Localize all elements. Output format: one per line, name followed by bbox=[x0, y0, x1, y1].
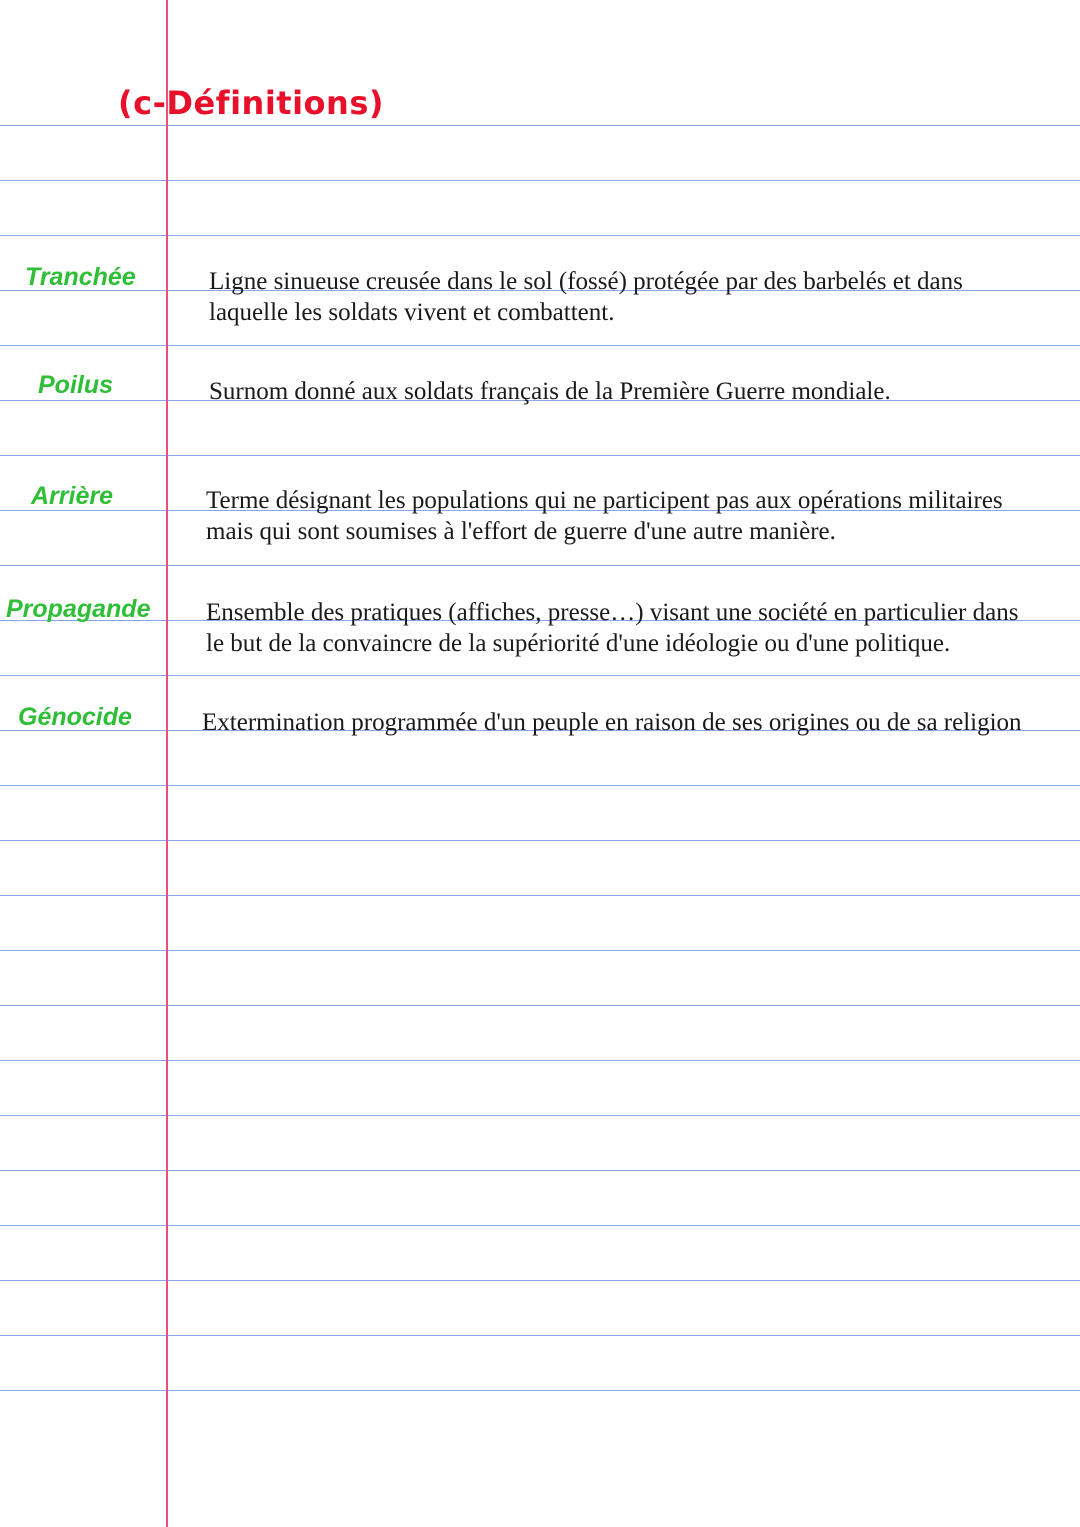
ruled-line bbox=[0, 1005, 1080, 1006]
definition-line: Ligne sinueuse creusée dans le sol (fossé) protégée par des barbelés et dans bbox=[209, 268, 963, 295]
ruled-line bbox=[0, 785, 1080, 786]
term-genocide: Génocide bbox=[18, 703, 132, 731]
ruled-line bbox=[0, 675, 1080, 676]
term-arriere: Arrière bbox=[31, 482, 113, 510]
definition-line: mais qui sont soumises à l'effort de guerre d'une autre manière. bbox=[206, 518, 836, 545]
ruled-line bbox=[0, 1170, 1080, 1171]
definition-tranchee bbox=[209, 266, 963, 328]
margin-line bbox=[166, 0, 168, 1527]
page-title: (c-Définitions) bbox=[118, 84, 384, 122]
definition-line: Extermination programmée d'un peuple en raison de ses origines ou de sa religion bbox=[202, 709, 1022, 736]
ruled-line bbox=[0, 345, 1080, 346]
ruled-line bbox=[0, 1280, 1080, 1281]
ruled-line bbox=[0, 1390, 1080, 1391]
ruled-line bbox=[0, 180, 1080, 181]
ruled-line bbox=[0, 840, 1080, 841]
definition-line: le but de la convaincre de la supériorité d'une idéologie ou d'une politique. bbox=[206, 630, 951, 657]
definition-line: Surnom donné aux soldats français de la Première Guerre mondiale. bbox=[209, 378, 891, 405]
definition-poilus bbox=[209, 376, 891, 407]
definition-genocide bbox=[202, 707, 1022, 738]
term-propagande: Propagande bbox=[6, 595, 151, 623]
ruled-line bbox=[0, 1060, 1080, 1061]
term-poilus: Poilus bbox=[38, 371, 114, 399]
ruled-line bbox=[0, 565, 1080, 566]
definition-line: Terme désignant les populations qui ne participent pas aux opérations militaires bbox=[206, 487, 1003, 514]
ruled-line bbox=[0, 1115, 1080, 1116]
ruled-line bbox=[0, 1335, 1080, 1336]
ruled-line bbox=[0, 1225, 1080, 1226]
ruled-line bbox=[0, 235, 1080, 236]
definition-propagande bbox=[206, 597, 1018, 659]
definition-line: laquelle les soldats vivent et combattent. bbox=[209, 299, 615, 326]
term-tranchee: Tranchée bbox=[25, 263, 136, 291]
definition-line: Ensemble des pratiques (affiches, presse…) visant une société en particulier dans bbox=[206, 599, 1019, 626]
ruled-line bbox=[0, 895, 1080, 896]
ruled-line bbox=[0, 950, 1080, 951]
ruled-line bbox=[0, 125, 1080, 126]
definition-arriere bbox=[206, 485, 1003, 547]
ruled-line bbox=[0, 455, 1080, 456]
